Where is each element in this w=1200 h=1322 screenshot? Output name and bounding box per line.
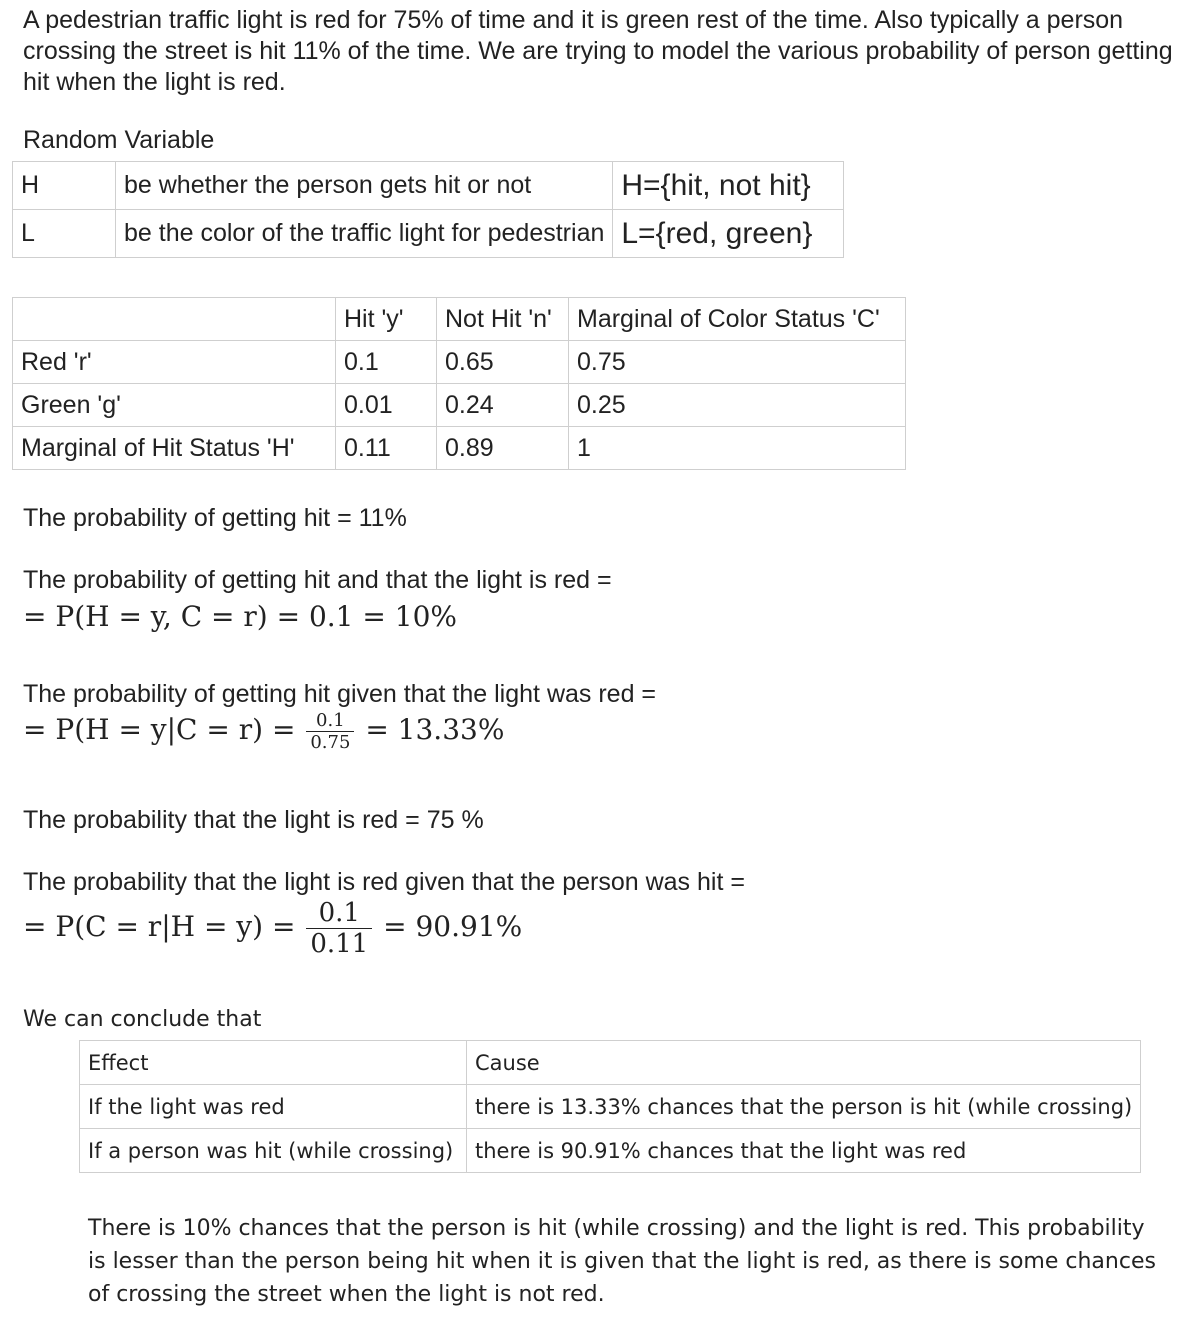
conclusion-heading: We can conclude that <box>23 1007 262 1032</box>
header-cell: Hit 'y' <box>336 298 437 341</box>
table-header-row <box>13 298 906 341</box>
intro-paragraph: A pedestrian traffic light is red for 75% of time and it is green rest of the time. Also typically a person crossing the street is hit 11% of the time. We are trying to model the various probability of person getting hit when the light is red. <box>23 6 1173 96</box>
effect-cell: If the light was red <box>80 1085 467 1129</box>
cell-value: 1 <box>569 427 906 470</box>
statement-p-hit: The probability of getting hit = 11% <box>23 504 407 532</box>
header-cell: Marginal of Color Status 'C' <box>569 298 906 341</box>
random-variable-table <box>12 161 844 258</box>
statement-p-hit-and-red: The probability of getting hit and that the light is red = <box>23 566 612 594</box>
random-variable-heading: Random Variable <box>23 126 215 154</box>
fraction <box>306 710 354 753</box>
cell-value: 0.65 <box>437 341 569 384</box>
equation-rhs: = 90.91% <box>383 910 523 943</box>
cause-cell: there is 90.91% chances that the light was red <box>467 1129 1141 1173</box>
rv-symbol: H <box>13 162 116 210</box>
equation-conditional-red <box>23 898 522 959</box>
table-row <box>80 1129 1141 1173</box>
joint-probability-table <box>12 297 906 470</box>
cell-value: 0.25 <box>569 384 906 427</box>
fraction <box>306 898 372 959</box>
final-note-paragraph: There is 10% chances that the person is hit (while crossing) and the light is red. This probability is lesser than the person being hit when it is given that the light is red, as there is some chances of crossing the street when the light is not red. <box>88 1216 1156 1307</box>
rv-description: be whether the person gets hit or not <box>116 162 613 210</box>
table-row <box>13 341 906 384</box>
fraction-denominator: 0.11 <box>310 929 369 959</box>
rv-set: L={red, green} <box>613 210 844 258</box>
row-label: Green 'g' <box>13 384 336 427</box>
table-row <box>13 210 844 258</box>
table-row <box>13 384 906 427</box>
conclusion-table <box>79 1040 1141 1173</box>
table-header-row <box>80 1041 1141 1085</box>
row-label: Marginal of Hit Status 'H' <box>13 427 336 470</box>
fraction-numerator: 0.1 <box>306 710 354 732</box>
statement-p-red-given-hit: The probability that the light is red given that the person was hit = <box>23 868 745 896</box>
equation-lhs: = P(C = r|H = y) = <box>23 910 296 943</box>
statement-p-red: The probability that the light is red = 75 % <box>23 806 484 834</box>
rv-set: H={hit, not hit} <box>613 162 844 210</box>
header-cell: Not Hit 'n' <box>437 298 569 341</box>
cell-value: 0.75 <box>569 341 906 384</box>
header-cell-cause: Cause <box>467 1041 1141 1085</box>
cell-value: 0.1 <box>336 341 437 384</box>
rv-symbol: L <box>13 210 116 258</box>
equation-rhs: = 13.33% <box>365 713 505 746</box>
header-cell <box>13 298 336 341</box>
effect-cell: If a person was hit (while crossing) <box>80 1129 467 1173</box>
table-row <box>13 427 906 470</box>
header-cell-effect: Effect <box>80 1041 467 1085</box>
rv-description: be the color of the traffic light for pedestrian <box>116 210 613 258</box>
cell-value: 0.24 <box>437 384 569 427</box>
cell-value: 0.11 <box>336 427 437 470</box>
cause-cell: there is 13.33% chances that the person is hit (while crossing) <box>467 1085 1141 1129</box>
table-row <box>13 162 844 210</box>
statement-p-hit-given-red: The probability of getting hit given that the light was red = <box>23 680 657 708</box>
row-label: Red 'r' <box>13 341 336 384</box>
cell-value: 0.89 <box>437 427 569 470</box>
fraction-numerator: 0.1 <box>306 898 372 929</box>
cell-value: 0.01 <box>336 384 437 427</box>
fraction-denominator: 0.75 <box>310 732 351 753</box>
equation-lhs: = P(H = y|C = r) = <box>23 713 296 746</box>
equation-joint: = P(H = y, C = r) = 0.1 = 10% <box>23 600 457 633</box>
table-row <box>80 1085 1141 1129</box>
equation-conditional-hit <box>23 710 504 753</box>
